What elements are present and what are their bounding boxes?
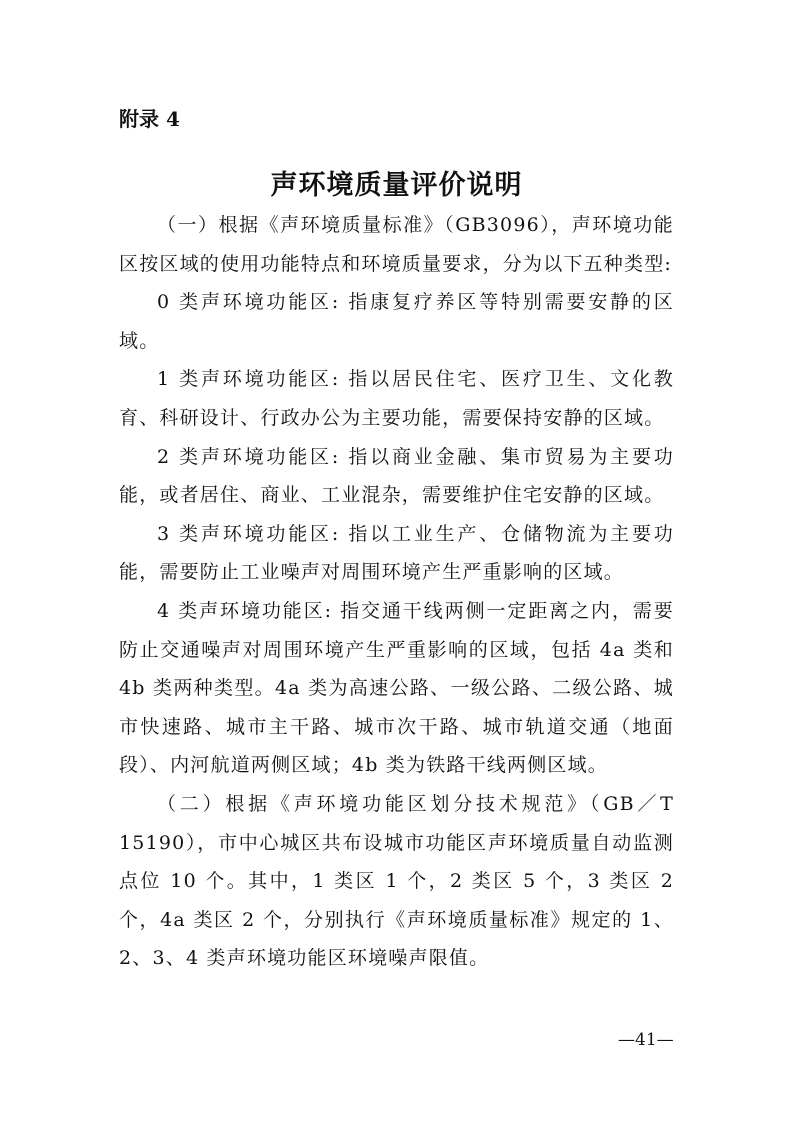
paragraph-class-4: 4 类声环境功能区: 指交通干线两侧一定距离之内，需要防止交通噪声对周围环境产生严重影响的区域，包括 4a 类和 4b 类两种类型。4a 类为高速公路、一级公路、二级公路、城市快速路、城市主干路、城市次干路、城市轨道交通（地面段）、内河航道两侧区域；4b 类为铁路干线两侧区域。 <box>119 599 674 777</box>
paragraph-monitoring: （二）根据《声环境功能区划分技术规范》（GB／T 15190），市中心城区共布设城市功能区声环境质量自动监测点位 10 个。其中，1 类区 1 个，2 类区 5 个，3 类区 2 个，4a 类区 2 个，分别执行《声环境质量标准》规定的 1、2、3、4 类声环境功能区环境噪声限值。 <box>119 792 674 970</box>
paragraph-class-2: 2 类声环境功能区: 指以商业金融、集市贸易为主要功能，或者居住、商业、工业混杂，需要维护住宅安静的区域。 <box>119 445 674 507</box>
paragraph-class-3: 3 类声环境功能区: 指以工业生产、仓储物流为主要功能，需要防止工业噪声对周围环境产生严重影响的区域。 <box>119 522 674 584</box>
appendix-label: 附录 4 <box>119 107 180 131</box>
paragraph-class-1: 1 类声环境功能区: 指以居民住宅、医疗卫生、文化教育、科研设计、行政办公为主要功能，需要保持安静的区域。 <box>119 368 674 429</box>
page-number: —41— <box>618 1030 674 1050</box>
document-body <box>119 206 674 978</box>
paragraph-class-0: 0 类声环境功能区: 指康复疗养区等特别需要安静的区域。 <box>119 291 674 352</box>
paragraph-standard-intro: （一）根据《声环境质量标准》（GB3096），声环境功能区按区域的使用功能特点和环境质量要求，分为以下五种类型: <box>119 214 674 275</box>
page-title: 声环境质量评价说明 <box>270 170 523 201</box>
